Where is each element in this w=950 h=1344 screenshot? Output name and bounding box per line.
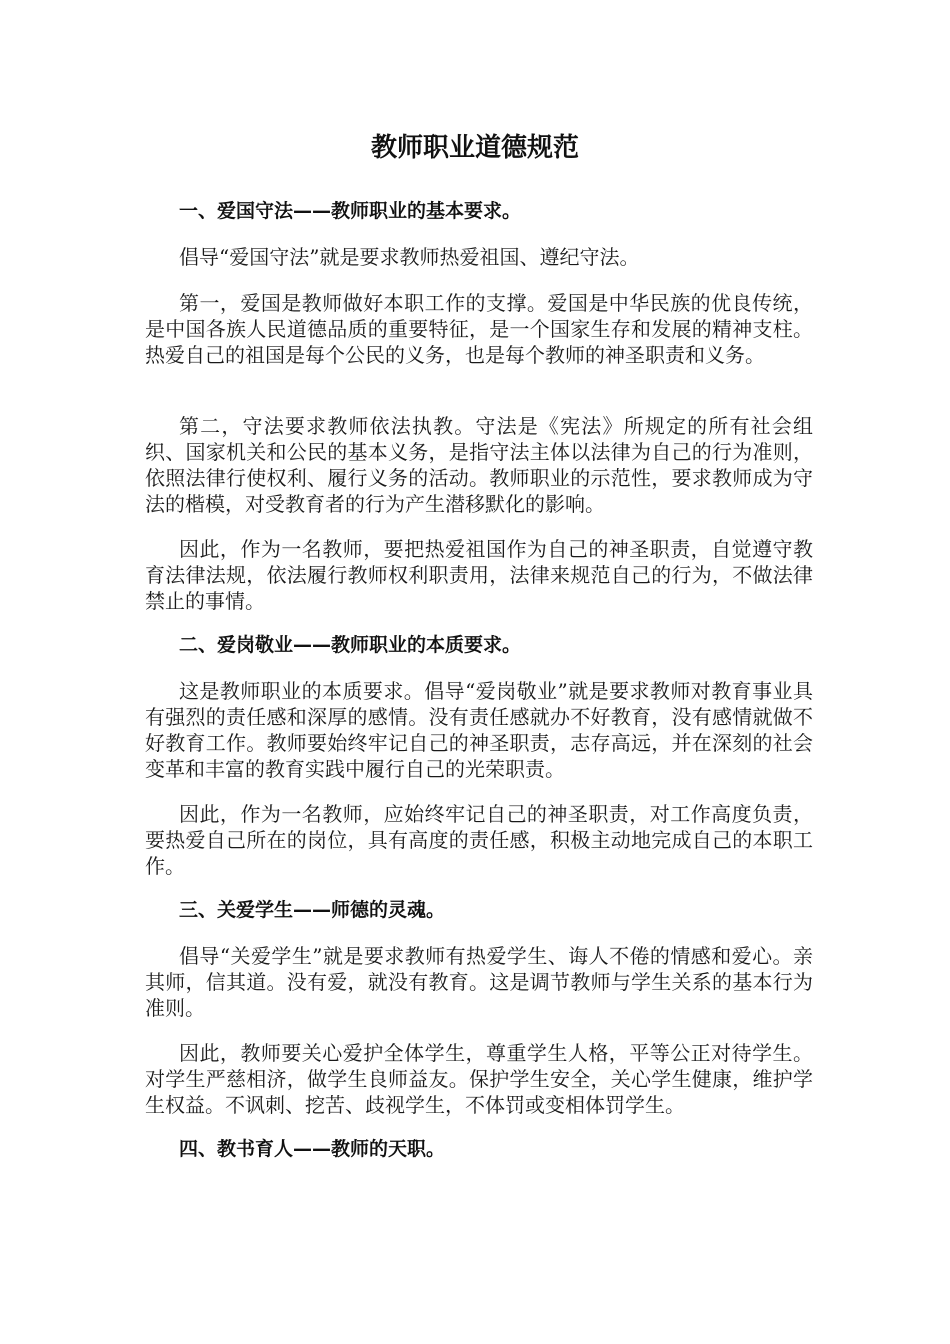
section-heading-3: 三、关爱学生——师德的灵魂。 <box>179 899 446 921</box>
paragraph-6: 因此，作为一名教师，应始终牢记自己的神圣职责，对工作高度负责，要热爱自己所在的岗位，具有高度的责任感，积极主动地完成自己的本职工作。 <box>145 802 813 878</box>
section-heading-1: 一、爱国守法——教师职业的基本要求。 <box>179 200 522 222</box>
section-heading-4: 四、教书育人——教师的天职。 <box>179 1138 446 1160</box>
paragraph-8: 因此，教师要关心爱护全体学生，尊重学生人格，平等公正对待学生。对学生严慈相济，做学生良师益友。保护学生安全，关心学生健康，维护学生权益。不讽刺、挖苦、歧视学生，不体罚或变相体罚学生。 <box>145 1041 813 1117</box>
section-heading-2: 二、爱岗敬业——教师职业的本质要求。 <box>179 634 522 656</box>
paragraph-4: 因此，作为一名教师，要把热爱祖国作为自己的神圣职责，自觉遵守教育法律法规，依法履行教师权利职责用，法律来规范自己的行为，不做法律禁止的事情。 <box>145 537 813 613</box>
document-title: 教师职业道德规范 <box>370 133 579 163</box>
paragraph-5: 这是教师职业的本质要求。倡导“爱岗敬业”就是要求教师对教育事业具有强烈的责任感和深厚的感情。没有责任感就办不好教育，没有感情就做不好教育工作。教师要始终牢记自己的神圣职责，志存高远，并在深刻的社会变革和丰富的教育实践中履行自己的光荣职责。 <box>145 679 813 781</box>
paragraph-7: 倡导“关爱学生”就是要求教师有热爱学生、诲人不倦的情感和爱心。亲其师，信其道。没有爱，就没有教育。这是调节教师与学生关系的基本行为准则。 <box>145 944 813 1020</box>
paragraph-3: 第二，守法要求教师依法执教。守法是《宪法》所规定的所有社会组织、国家机关和公民的基本义务，是指守法主体以法律为自己的行为准则，依照法律行使权利、履行义务的活动。教师职业的示范性，要求教师成为守法的楷模，对受教育者的行为产生潜移默化的影响。 <box>145 414 813 516</box>
paragraph-1: 倡导“爱国守法”就是要求教师热爱祖国、遵纪守法。 <box>179 245 640 269</box>
paragraph-2: 第一，爱国是教师做好本职工作的支撑。爱国是中华民族的优良传统，是中国各族人民道德品质的重要特征，是一个国家生存和发展的精神支柱。热爱自己的祖国是每个公民的义务，也是每个教师的神圣职责和义务。 <box>145 291 813 367</box>
